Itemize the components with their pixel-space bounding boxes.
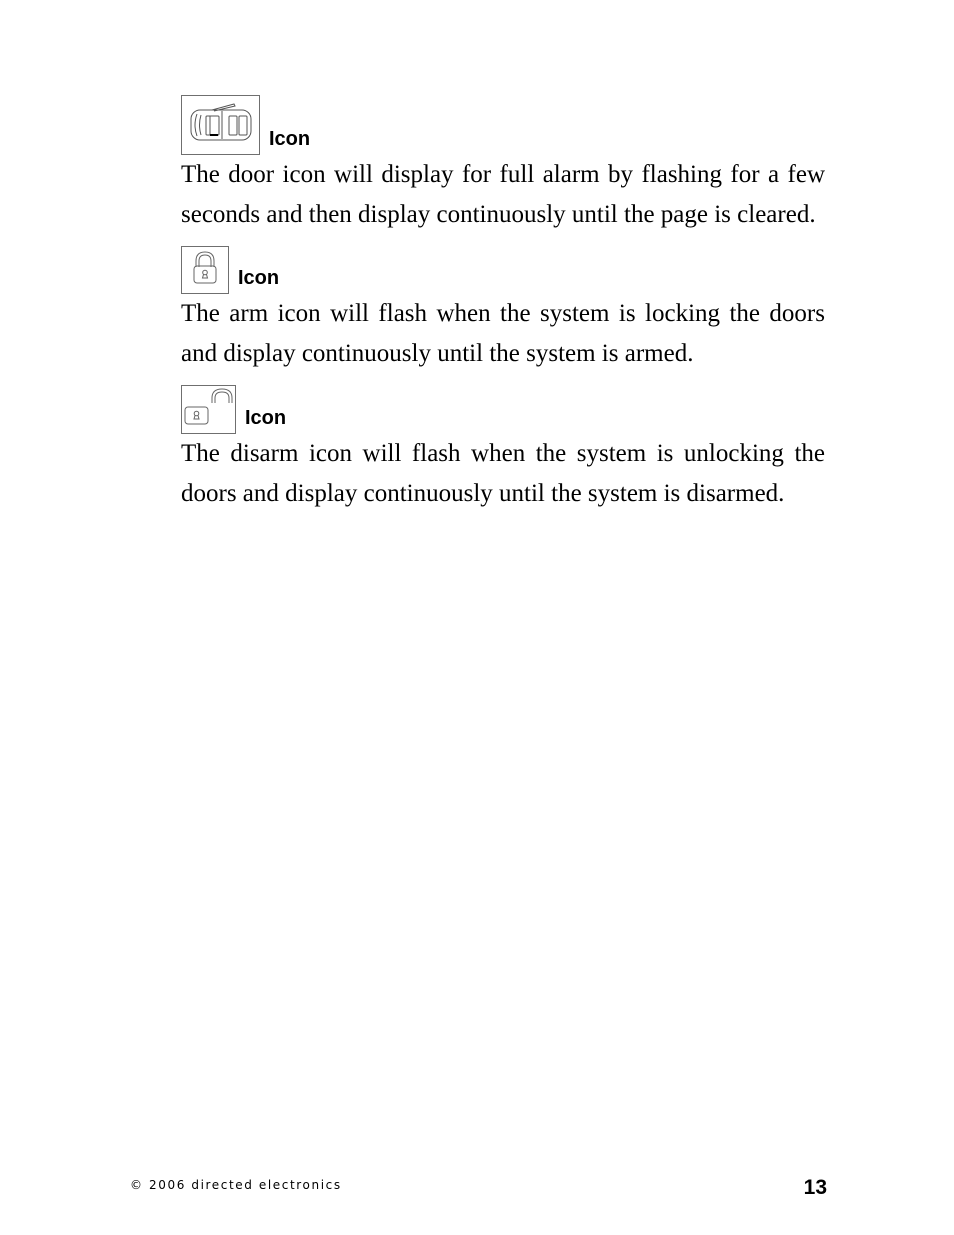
arm-icon-label: Icon bbox=[238, 267, 280, 289]
door-icon-entry bbox=[181, 95, 825, 235]
car-doors-icon bbox=[181, 95, 260, 155]
arm-icon-header bbox=[181, 246, 825, 294]
disarm-icon-description: The disarm icon will flash when the system is unlocking the doors and display continuously until the system is disarmed. bbox=[181, 440, 825, 507]
disarm-icon-label: Icon bbox=[245, 407, 287, 429]
door-icon-header bbox=[181, 95, 825, 155]
unlocked-padlock-icon bbox=[181, 385, 236, 434]
footer-copyright: © 2006 directed electronics bbox=[130, 1178, 342, 1192]
door-icon-label: Icon bbox=[269, 128, 311, 150]
disarm-icon-header bbox=[181, 385, 825, 434]
arm-icon-entry bbox=[181, 246, 825, 374]
door-icon-description: The door icon will display for full alarm by flashing for a few seconds and then display continuously until the page is cleared. bbox=[181, 161, 825, 228]
page-number: 13 bbox=[803, 1176, 827, 1199]
disarm-icon-entry bbox=[181, 385, 825, 514]
locked-padlock-icon bbox=[181, 246, 229, 294]
arm-icon-description: The arm icon will flash when the system is locking the doors and display continuously until the system is armed. bbox=[181, 300, 825, 367]
